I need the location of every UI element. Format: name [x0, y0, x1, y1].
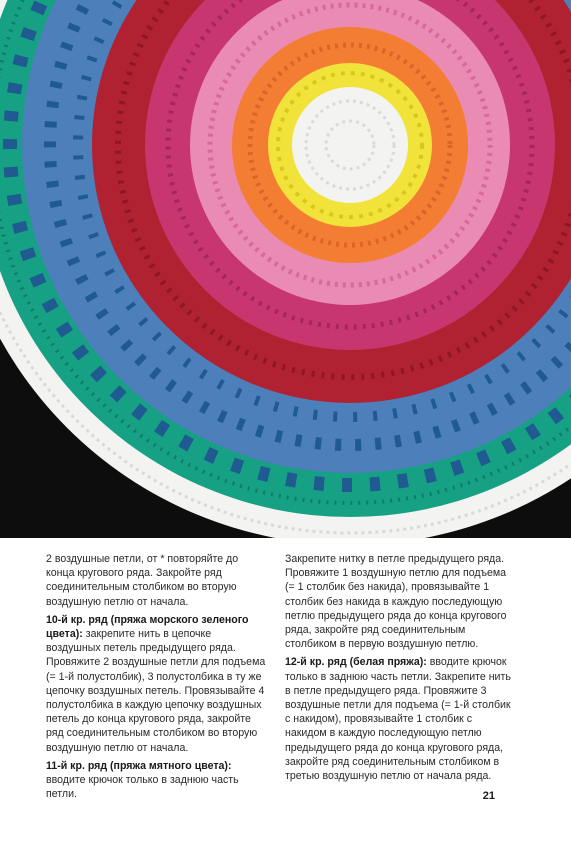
paragraph [285, 655, 515, 783]
paragraph-text: Закрепите нитку в петле предыдущего ряда. Провяжите 1 воздушную петлю для подъема (= 1 столбик без накида), провязывайте 1 столбик без накида в каждую последующую петлю предыдущего ряда до конца кругового ряда, закройте ряд соединительным столбиком в первую воздушную петлю. [285, 553, 507, 651]
left-column [46, 552, 268, 805]
row-heading: 10-й кр. ряд (пряжа морского зеленого цвета): [46, 613, 249, 641]
right-column [285, 552, 515, 787]
paragraph-text: закрепите нить в цепочке воздушных петель предыдущего ряда. Провяжите 2 воздушные петли для подъема (= 1-й полустолбик), 3 полустолбика в ту же цепочку воздушных петель. Провязывайте 4 полустолбика в каждую цепочку воздушных петель до конца кругового ряда, закройте ряд соединительным столбиком во вторую воздушную петлю от начала. [46, 628, 266, 754]
paragraph-text: вводите крючок только в заднюю часть петли. [46, 774, 239, 801]
row-heading: 11-й кр. ряд (пряжа мятного цвета): [46, 759, 232, 772]
paragraph [46, 759, 268, 802]
paragraph [46, 552, 268, 609]
paragraph-text: 2 воздушные петли, от * повторяйте до конца кругового ряда. Закройте ряд соединительным столбиком во вторую воздушную петлю от начала. [46, 553, 239, 608]
paragraph [285, 552, 515, 651]
paragraph-text: вводите крючок только в заднюю часть петли. Закрепите нить в петле предыдущего ряда. Провяжите 3 воздушные петли для подъема (= 1-й столбик с накидом), провязывайте 1 столбик с накидом в каждую последующую петлю предыдущего ряда до конца кругового ряда, закройте ряд соединительным столбиком в третью воздушную петлю от начала ряда. [285, 656, 511, 783]
instructions-text [0, 538, 571, 866]
white-center [292, 87, 408, 203]
row-heading: 12-й кр. ряд (белая пряжа): [285, 656, 427, 669]
page-number: 21 [482, 790, 495, 802]
paragraph [46, 613, 268, 755]
